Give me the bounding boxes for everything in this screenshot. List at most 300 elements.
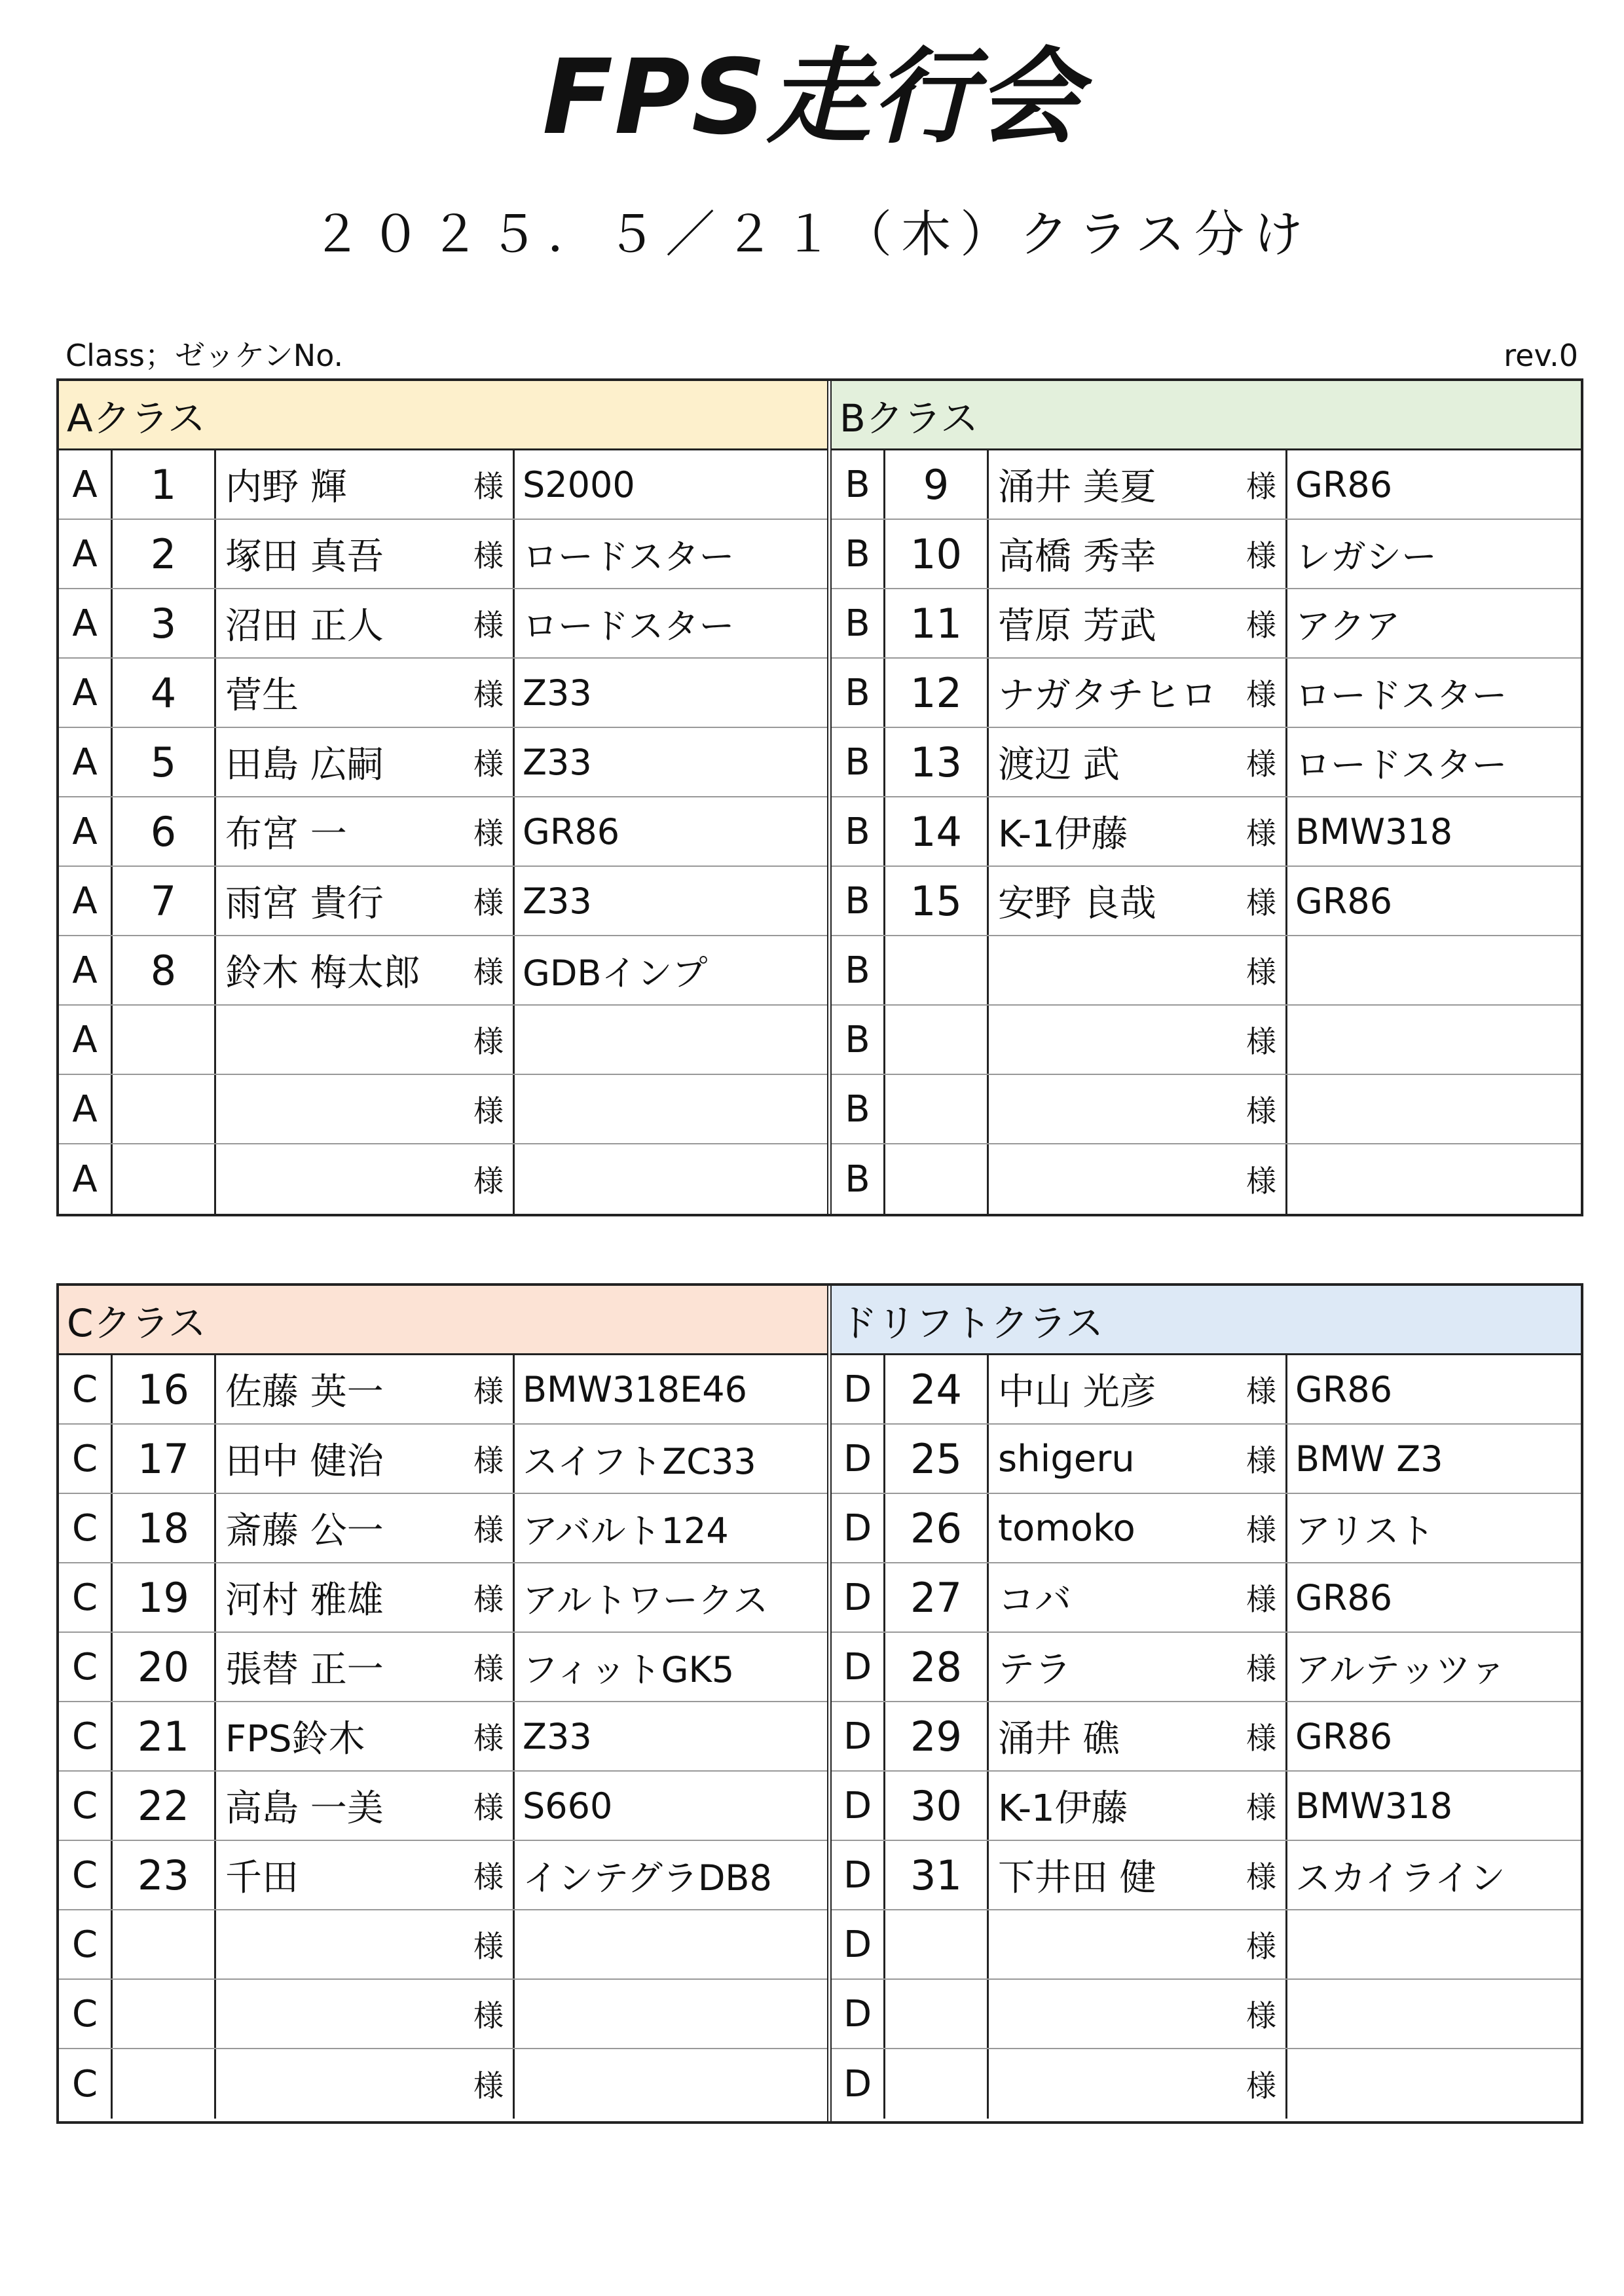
class-header-c: Cクラス [59, 1286, 827, 1355]
honorific-sama: 様 [473, 1790, 504, 1825]
class-letter-cell: A [59, 797, 113, 866]
driver-name: 佐藤 英一 [225, 1371, 384, 1413]
driver-name: FPS鈴木 [225, 1718, 365, 1760]
table-row [59, 1355, 827, 1425]
class-letter-cell: C [59, 1910, 113, 1978]
car-model-cell: GR86 [1295, 464, 1393, 505]
car-model-cell: Z33 [523, 672, 592, 714]
class-letter-cell: A [59, 936, 113, 1004]
table-row [59, 1702, 827, 1772]
zekken-number-cell: 27 [885, 1563, 989, 1631]
zekken-number-cell [885, 1144, 989, 1214]
class-rows-b [832, 450, 1581, 1214]
driver-name-cell [989, 1563, 1287, 1631]
driver-name: 高島 一美 [225, 1787, 384, 1830]
class-header-a: Aクラス [59, 381, 827, 450]
honorific-sama: 様 [473, 1093, 504, 1129]
honorific-sama: 様 [1246, 1721, 1276, 1756]
driver-name-cell [216, 1563, 515, 1631]
class-letter-cell: C [59, 1355, 113, 1423]
zekken-number-cell [113, 2049, 216, 2119]
class-table-a [59, 381, 832, 1214]
class-letter-cell: C [59, 1841, 113, 1909]
class-header-b: Bクラス [832, 381, 1581, 450]
driver-name: 下井田 健 [998, 1857, 1156, 1899]
zekken-number-cell: 4 [113, 659, 216, 727]
car-model-cell [515, 1006, 827, 1074]
class-letter-cell: D [832, 2049, 885, 2119]
zekken-number-cell: 19 [113, 1563, 216, 1631]
car-model-cell: Z33 [523, 1715, 592, 1757]
driver-name: 渡辺 武 [998, 744, 1120, 786]
car-model-cell: アバルト124 [523, 1510, 729, 1552]
table-row [59, 2049, 827, 2119]
table-row [59, 1563, 827, 1633]
class-letter-cell: D [832, 1355, 885, 1423]
zekken-number-cell: 31 [885, 1841, 989, 1909]
zekken-number-cell: 25 [885, 1425, 989, 1493]
class-letter-cell: A [59, 659, 113, 727]
zekken-number-cell: 23 [113, 1841, 216, 1909]
driver-name: 菅生 [225, 674, 299, 717]
zekken-number-cell [885, 936, 989, 1004]
class-letter-cell: B [832, 867, 885, 935]
driver-name-cell [989, 797, 1287, 866]
table-row [59, 1910, 827, 1980]
class-letter-cell: C [59, 1980, 113, 2048]
zekken-number-cell: 13 [885, 728, 989, 796]
driver-name-cell [989, 2049, 1287, 2119]
driver-name-cell [989, 728, 1287, 796]
car-model-cell: インテグラDB8 [523, 1857, 772, 1899]
table-row [832, 659, 1581, 728]
table-row [832, 728, 1581, 797]
driver-name: 斎藤 公一 [225, 1510, 384, 1552]
driver-name: 張替 正一 [225, 1649, 384, 1691]
honorific-sama: 様 [473, 1443, 504, 1478]
honorific-sama: 様 [1246, 1998, 1276, 2033]
zekken-number-cell: 26 [885, 1494, 989, 1562]
driver-name: 高橋 秀幸 [998, 536, 1156, 578]
class-letter-cell: B [832, 589, 885, 657]
car-model-cell [1287, 2049, 1581, 2119]
driver-name: テラ [998, 1649, 1071, 1691]
zekken-number-cell: 10 [885, 520, 989, 588]
zekken-number-cell: 14 [885, 797, 989, 866]
honorific-sama: 様 [1246, 1163, 1276, 1199]
page-subtitle: ２０２５．５／２１（木）クラス分け [312, 205, 1312, 263]
driver-name-cell [216, 1910, 515, 1978]
car-model-cell: GR86 [1295, 880, 1393, 922]
table-row [832, 1006, 1581, 1075]
table-row [832, 1425, 1581, 1494]
class-block-ab [56, 378, 1583, 1216]
class-letter-cell: D [832, 1910, 885, 1978]
zekken-number-cell: 2 [113, 520, 216, 588]
zekken-number-cell [885, 1006, 989, 1074]
table-row [59, 1425, 827, 1494]
driver-name-cell [989, 1425, 1287, 1493]
class-letter-cell: B [832, 936, 885, 1004]
class-rows-c [59, 1355, 827, 2119]
table-row [832, 1494, 1581, 1563]
car-model-cell: ロードスター [1295, 674, 1507, 716]
honorific-sama: 様 [473, 1651, 504, 1686]
car-model-cell: GR86 [1295, 1368, 1393, 1410]
car-model-cell [515, 1910, 827, 1978]
zekken-number-cell: 18 [113, 1494, 216, 1562]
class-letter-cell: B [832, 1075, 885, 1143]
zekken-number-cell: 9 [885, 450, 989, 519]
honorific-sama: 様 [473, 608, 504, 643]
honorific-sama: 様 [473, 1374, 504, 1409]
zekken-number-cell: 29 [885, 1702, 989, 1770]
car-model-cell: フィットGK5 [523, 1649, 735, 1690]
table-row [59, 1980, 827, 2049]
class-letter-cell: A [59, 1144, 113, 1214]
honorific-sama: 様 [473, 538, 504, 574]
driver-name-cell [989, 659, 1287, 727]
driver-name-cell [989, 1702, 1287, 1770]
car-model-cell [515, 1075, 827, 1143]
table-row [832, 520, 1581, 589]
driver-name: 千田 [225, 1857, 299, 1899]
driver-name: 塚田 真吾 [225, 536, 384, 578]
zekken-number-cell [113, 1910, 216, 1978]
honorific-sama: 様 [1246, 608, 1276, 643]
class-letter-cell: B [832, 797, 885, 866]
car-model-cell [515, 1144, 827, 1214]
honorific-sama: 様 [473, 1859, 504, 1895]
driver-name-cell [216, 2049, 515, 2119]
class-letter-cell: A [59, 589, 113, 657]
table-row [832, 1075, 1581, 1144]
driver-name: 河村 雅雄 [225, 1579, 384, 1622]
driver-name-cell [216, 728, 515, 796]
table-row [59, 867, 827, 936]
class-letter-cell: A [59, 1006, 113, 1074]
car-model-cell [1287, 1980, 1581, 2048]
driver-name-cell [989, 1772, 1287, 1840]
car-model-cell: GR86 [1295, 1576, 1393, 1618]
driver-name-cell [989, 1910, 1287, 1978]
table-row [59, 450, 827, 520]
honorific-sama: 様 [1246, 1929, 1276, 1964]
class-letter-cell: C [59, 1702, 113, 1770]
class-letter-cell: D [832, 1563, 885, 1631]
driver-name: コバ [998, 1579, 1071, 1622]
driver-name-cell [216, 1841, 515, 1909]
zekken-number-cell: 21 [113, 1702, 216, 1770]
zekken-number-cell [885, 1910, 989, 1978]
class-letter-cell: A [59, 520, 113, 588]
driver-name: tomoko [998, 1506, 1135, 1550]
zekken-number-cell: 30 [885, 1772, 989, 1840]
honorific-sama: 様 [1246, 677, 1276, 712]
revision-note: rev.0 [1504, 338, 1578, 373]
driver-name: 内野 輝 [225, 466, 347, 509]
table-row [832, 1633, 1581, 1702]
honorific-sama: 様 [1246, 885, 1276, 920]
zekken-number-cell: 22 [113, 1772, 216, 1840]
driver-name-cell [989, 589, 1287, 657]
table-row [59, 1633, 827, 1702]
zekken-number-cell: 16 [113, 1355, 216, 1423]
class-letter-cell: D [832, 1702, 885, 1770]
honorific-sama: 様 [1246, 2068, 1276, 2104]
car-model-cell: ロードスター [523, 605, 735, 647]
driver-name-cell [216, 1702, 515, 1770]
honorific-sama: 様 [1246, 1790, 1276, 1825]
honorific-sama: 様 [1246, 1512, 1276, 1548]
car-model-cell: BMW318E46 [523, 1368, 747, 1410]
driver-name-cell [989, 1980, 1287, 2048]
honorific-sama: 様 [473, 955, 504, 990]
car-model-cell [1287, 936, 1581, 1004]
car-model-cell [515, 2049, 827, 2119]
car-model-cell: BMW318 [1295, 1785, 1453, 1827]
driver-name: 雨宮 貴行 [225, 883, 384, 925]
car-model-cell: GDBインプ [523, 952, 708, 994]
car-model-cell: Z33 [523, 741, 592, 783]
honorific-sama: 様 [473, 1163, 504, 1199]
class-letter-cell: B [832, 520, 885, 588]
car-model-cell: アルテッツァ [1295, 1649, 1506, 1690]
driver-name-cell [216, 1355, 515, 1423]
honorific-sama: 様 [1246, 816, 1276, 851]
car-model-cell: スイフトZC33 [523, 1440, 756, 1482]
class-letter-cell: B [832, 1006, 885, 1074]
car-model-cell: S2000 [523, 464, 635, 505]
table-row [832, 589, 1581, 659]
car-model-cell: レガシー [1295, 536, 1437, 577]
car-model-cell: アクア [1295, 605, 1401, 647]
table-row [832, 867, 1581, 936]
car-model-cell [1287, 1910, 1581, 1978]
driver-name: 菅原 芳武 [998, 605, 1156, 647]
class-letter-cell: D [832, 1633, 885, 1701]
honorific-sama: 様 [473, 885, 504, 920]
driver-name-cell [989, 1075, 1287, 1143]
table-row [832, 450, 1581, 520]
zekken-number-cell [113, 1006, 216, 1074]
table-row [832, 2049, 1581, 2119]
driver-name-cell [216, 1633, 515, 1701]
car-model-cell: BMW Z3 [1295, 1438, 1443, 1480]
driver-name-cell [216, 1772, 515, 1840]
class-letter-cell: C [59, 2049, 113, 2119]
honorific-sama: 様 [1246, 469, 1276, 504]
driver-name-cell [216, 797, 515, 866]
table-row [59, 589, 827, 659]
car-model-cell: アリスト [1295, 1510, 1435, 1552]
zekken-number-cell [113, 1144, 216, 1214]
car-model-cell: アルトワークス [523, 1579, 769, 1621]
table-row [832, 1563, 1581, 1633]
class-letter-cell: D [832, 1425, 885, 1493]
driver-name: 中山 光彦 [998, 1371, 1156, 1413]
class-letter-cell: A [59, 450, 113, 519]
car-model-cell: GR86 [523, 811, 620, 852]
honorific-sama: 様 [473, 746, 504, 782]
driver-name-cell [216, 867, 515, 935]
class-letter-cell: B [832, 1144, 885, 1214]
legend-note: Class；ゼッケンNo. [65, 338, 344, 373]
zekken-number-cell: 15 [885, 867, 989, 935]
zekken-number-cell: 8 [113, 936, 216, 1004]
table-row [832, 797, 1581, 867]
honorific-sama: 様 [473, 1512, 504, 1548]
car-model-cell: GR86 [1295, 1715, 1393, 1757]
class-rows-d [832, 1355, 1581, 2119]
honorific-sama: 様 [1246, 1651, 1276, 1686]
driver-name-cell [216, 659, 515, 727]
class-letter-cell: B [832, 728, 885, 796]
class-letter-cell: D [832, 1772, 885, 1840]
table-row [832, 936, 1581, 1006]
honorific-sama: 様 [1246, 1093, 1276, 1129]
class-table-c [59, 1286, 832, 2121]
class-rows-a [59, 450, 827, 1214]
class-letter-cell: D [832, 1494, 885, 1562]
honorific-sama: 様 [1246, 1024, 1276, 1059]
driver-name: 涌井 礁 [998, 1718, 1120, 1760]
honorific-sama: 様 [473, 677, 504, 712]
driver-name-cell [989, 520, 1287, 588]
zekken-number-cell: 1 [113, 450, 216, 519]
class-letter-cell: A [59, 867, 113, 935]
driver-name-cell [216, 520, 515, 588]
driver-name: 田島 広嗣 [225, 744, 384, 786]
honorific-sama: 様 [473, 1721, 504, 1756]
driver-name-cell [216, 1425, 515, 1493]
class-letter-cell: C [59, 1494, 113, 1562]
zekken-number-cell: 11 [885, 589, 989, 657]
honorific-sama: 様 [1246, 538, 1276, 574]
driver-name-cell [989, 1144, 1287, 1214]
honorific-sama: 様 [1246, 1443, 1276, 1478]
class-letter-cell: C [59, 1425, 113, 1493]
class-header-d: ドリフトクラス [832, 1286, 1581, 1355]
driver-name-cell [216, 1006, 515, 1074]
table-row [832, 1980, 1581, 2049]
honorific-sama: 様 [473, 1929, 504, 1964]
zekken-number-cell: 3 [113, 589, 216, 657]
class-table-b [832, 381, 1581, 1214]
zekken-number-cell [113, 1980, 216, 2048]
table-row [832, 1702, 1581, 1772]
driver-name-cell [989, 936, 1287, 1004]
table-row [59, 1006, 827, 1075]
class-letter-cell: C [59, 1772, 113, 1840]
class-table-d [832, 1286, 1581, 2121]
class-letter-cell: D [832, 1841, 885, 1909]
car-model-cell: S660 [523, 1785, 613, 1827]
table-row [59, 1494, 827, 1563]
driver-name: shigeru [998, 1437, 1135, 1480]
table-row [832, 1841, 1581, 1910]
driver-name-cell [216, 1494, 515, 1562]
car-model-cell: ロードスター [1295, 744, 1507, 786]
driver-name: ナガタチヒロ [998, 674, 1217, 717]
table-row [59, 520, 827, 589]
driver-name-cell [989, 1633, 1287, 1701]
zekken-number-cell: 5 [113, 728, 216, 796]
table-row [832, 1144, 1581, 1214]
car-model-cell [1287, 1144, 1581, 1214]
honorific-sama: 様 [473, 469, 504, 504]
table-row [832, 1910, 1581, 1980]
table-row [59, 1075, 827, 1144]
table-row [59, 1144, 827, 1214]
zekken-number-cell: 20 [113, 1633, 216, 1701]
zekken-number-cell: 12 [885, 659, 989, 727]
car-model-cell [515, 1980, 827, 2048]
driver-name: K-1伊藤 [998, 1787, 1128, 1830]
car-model-cell: ロードスター [523, 536, 735, 577]
zekken-number-cell: 6 [113, 797, 216, 866]
honorific-sama: 様 [473, 1024, 504, 1059]
driver-name: 鈴木 梅太郎 [225, 952, 420, 994]
driver-name-cell [216, 1980, 515, 2048]
driver-name-cell [989, 1355, 1287, 1423]
class-letter-cell: B [832, 659, 885, 727]
table-row [59, 1841, 827, 1910]
class-letter-cell: A [59, 728, 113, 796]
zekken-number-cell: 28 [885, 1633, 989, 1701]
zekken-number-cell [113, 1075, 216, 1143]
honorific-sama: 様 [1246, 746, 1276, 782]
honorific-sama: 様 [1246, 1374, 1276, 1409]
driver-name: 沼田 正人 [225, 605, 384, 647]
table-row [832, 1772, 1581, 1841]
driver-name-cell [989, 1841, 1287, 1909]
zekken-number-cell: 17 [113, 1425, 216, 1493]
zekken-number-cell: 24 [885, 1355, 989, 1423]
driver-name-cell [989, 1006, 1287, 1074]
class-letter-cell: B [832, 450, 885, 519]
class-block-cd [56, 1283, 1583, 2124]
driver-name: 安野 良哉 [998, 883, 1156, 925]
page-title: FPS走行会 [542, 37, 1082, 158]
driver-name-cell [216, 450, 515, 519]
car-model-cell: Z33 [523, 880, 592, 922]
table-row [59, 797, 827, 867]
table-row [59, 659, 827, 728]
class-letter-cell: A [59, 1075, 113, 1143]
driver-name: K-1伊藤 [998, 813, 1128, 856]
car-model-cell: BMW318 [1295, 811, 1453, 852]
zekken-number-cell: 7 [113, 867, 216, 935]
class-letter-cell: C [59, 1633, 113, 1701]
table-row [59, 1772, 827, 1841]
driver-name-cell [989, 450, 1287, 519]
honorific-sama: 様 [473, 1582, 504, 1617]
car-model-cell: スカイライン [1295, 1857, 1505, 1899]
zekken-number-cell [885, 2049, 989, 2119]
driver-name-cell [989, 1494, 1287, 1562]
zekken-number-cell [885, 1075, 989, 1143]
car-model-cell [1287, 1075, 1581, 1143]
class-letter-cell: D [832, 1980, 885, 2048]
driver-name: 涌井 美夏 [998, 466, 1156, 509]
driver-name-cell [216, 936, 515, 1004]
honorific-sama: 様 [1246, 1859, 1276, 1895]
honorific-sama: 様 [473, 816, 504, 851]
driver-name-cell [989, 867, 1287, 935]
driver-name-cell [216, 1075, 515, 1143]
table-row [59, 936, 827, 1006]
